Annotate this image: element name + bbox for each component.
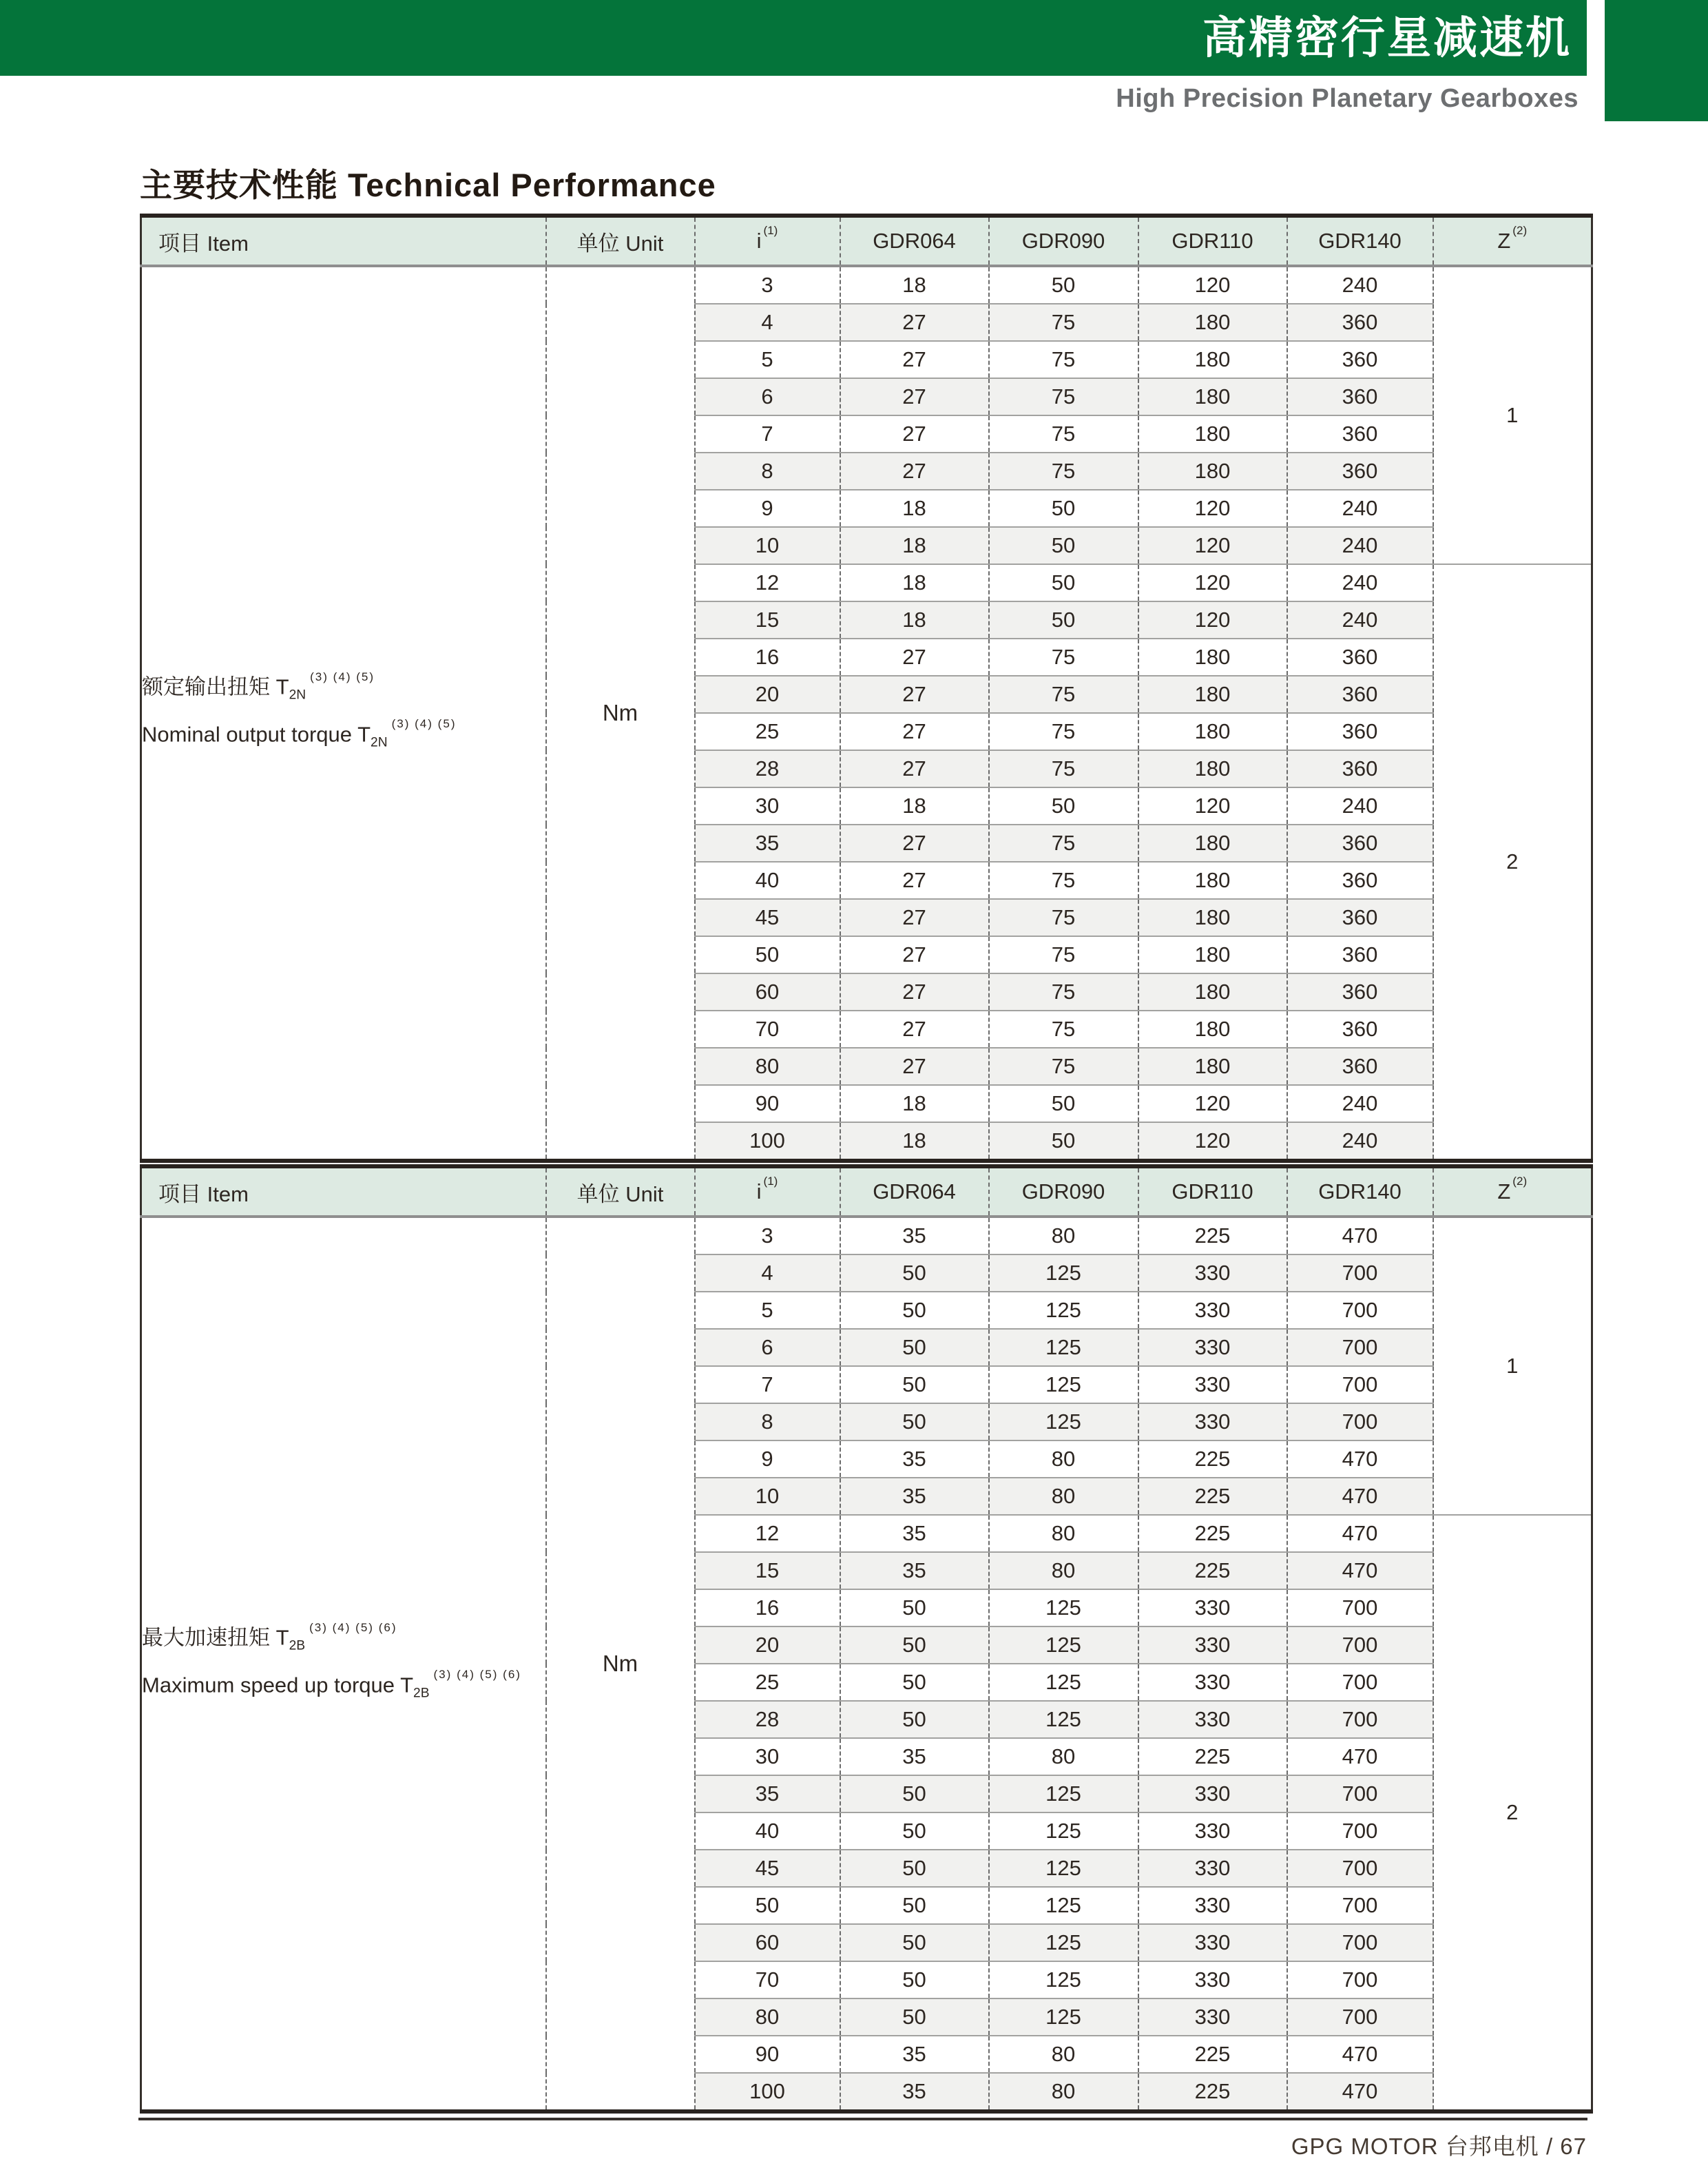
value-cell: 330 xyxy=(1138,1701,1287,1738)
value-cell: 330 xyxy=(1138,1812,1287,1850)
value-cell: 80 xyxy=(989,1552,1138,1589)
value-cell: 27 xyxy=(840,750,989,787)
value-cell: 180 xyxy=(1138,639,1287,676)
value-cell: 700 xyxy=(1287,1887,1433,1924)
value-cell: 180 xyxy=(1138,1048,1287,1085)
nominal-output-torque-table xyxy=(140,214,1593,1163)
value-cell: 18 xyxy=(840,266,989,304)
value-cell: 240 xyxy=(1287,1085,1433,1122)
value-cell: 35 xyxy=(840,1552,989,1589)
value-cell: 700 xyxy=(1287,1292,1433,1329)
value-cell: 180 xyxy=(1138,378,1287,415)
value-cell: 360 xyxy=(1287,750,1433,787)
ratio-cell: 12 xyxy=(695,1515,840,1552)
value-cell: 330 xyxy=(1138,1775,1287,1812)
value-cell: 75 xyxy=(989,676,1138,713)
ratio-cell: 30 xyxy=(695,1738,840,1775)
page-title: 高精密行星减速机 xyxy=(1202,13,1572,63)
value-cell: 35 xyxy=(840,1515,989,1552)
ratio-cell: 100 xyxy=(695,2073,840,2111)
value-cell: 240 xyxy=(1287,527,1433,564)
col-header-z: Z $^{(2)}$ xyxy=(1433,1166,1592,1217)
value-cell: 470 xyxy=(1287,1738,1433,1775)
ratio-cell: 28 xyxy=(695,750,840,787)
value-cell: 700 xyxy=(1287,1329,1433,1366)
value-cell: 240 xyxy=(1287,266,1433,304)
value-cell: 330 xyxy=(1138,1626,1287,1664)
value-cell: 360 xyxy=(1287,378,1433,415)
ratio-cell: 10 xyxy=(695,1478,840,1515)
ratio-cell: 9 xyxy=(695,1440,840,1478)
value-cell: 360 xyxy=(1287,304,1433,341)
value-cell: 360 xyxy=(1287,862,1433,899)
value-cell: 18 xyxy=(840,787,989,825)
value-cell: 75 xyxy=(989,713,1138,750)
value-cell: 700 xyxy=(1287,1366,1433,1403)
value-cell: 50 xyxy=(989,266,1138,304)
item-label-line: 额定输出扭矩 $T_{2N}^{(3) (4) (5)}$ xyxy=(142,670,375,703)
value-cell: 27 xyxy=(840,453,989,490)
value-cell: 700 xyxy=(1287,1924,1433,1961)
value-cell: 80 xyxy=(989,2036,1138,2073)
value-cell: 330 xyxy=(1138,1292,1287,1329)
value-cell: 50 xyxy=(840,1998,989,2036)
value-cell: 240 xyxy=(1287,490,1433,527)
ratio-cell: 60 xyxy=(695,1924,840,1961)
value-cell: 700 xyxy=(1287,1701,1433,1738)
value-cell: 700 xyxy=(1287,1403,1433,1440)
value-cell: 240 xyxy=(1287,787,1433,825)
ratio-cell: 25 xyxy=(695,713,840,750)
col-header-gdr110: GDR110 xyxy=(1138,1166,1287,1217)
unit-cell: Nm xyxy=(546,1217,695,2111)
value-cell: 50 xyxy=(840,1366,989,1403)
ratio-cell: 7 xyxy=(695,415,840,453)
ratio-cell: 40 xyxy=(695,862,840,899)
ratio-cell: 5 xyxy=(695,1292,840,1329)
value-cell: 50 xyxy=(989,1085,1138,1122)
value-cell: 27 xyxy=(840,378,989,415)
value-cell: 80 xyxy=(989,1515,1138,1552)
col-header-item: 项目 Item xyxy=(141,216,546,266)
value-cell: 470 xyxy=(1287,1515,1433,1552)
value-cell: 75 xyxy=(989,304,1138,341)
col-header-gdr090: GDR090 xyxy=(989,216,1138,266)
value-cell: 50 xyxy=(840,1850,989,1887)
ratio-cell: 20 xyxy=(695,676,840,713)
value-cell: 125 xyxy=(989,1775,1138,1812)
unit-cell: Nm xyxy=(546,266,695,1161)
value-cell: 27 xyxy=(840,973,989,1011)
ratio-cell: 8 xyxy=(695,453,840,490)
value-cell: 240 xyxy=(1287,601,1433,639)
value-cell: 225 xyxy=(1138,2036,1287,2073)
value-cell: 18 xyxy=(840,1122,989,1161)
value-cell: 330 xyxy=(1138,1664,1287,1701)
value-cell: 125 xyxy=(989,1403,1138,1440)
ratio-cell: 70 xyxy=(695,1011,840,1048)
value-cell: 50 xyxy=(989,1122,1138,1161)
value-cell: 50 xyxy=(840,1664,989,1701)
ratio-cell: 16 xyxy=(695,1589,840,1626)
ratio-cell: 8 xyxy=(695,1403,840,1440)
col-header-unit: 单位 Unit xyxy=(546,1166,695,1217)
value-cell: 80 xyxy=(989,1440,1138,1478)
value-cell: 125 xyxy=(989,1961,1138,1998)
table-header-row xyxy=(141,1166,1592,1217)
ratio-cell: 80 xyxy=(695,1998,840,2036)
col-header-item: 项目 Item xyxy=(141,1166,546,1217)
value-cell: 700 xyxy=(1287,1626,1433,1664)
value-cell: 360 xyxy=(1287,676,1433,713)
item-label-line: Nominal output torque $T_{2N}^{(3) (4) (5)}$ xyxy=(142,717,457,750)
value-cell: 120 xyxy=(1138,490,1287,527)
value-cell: 120 xyxy=(1138,1085,1287,1122)
value-cell: 75 xyxy=(989,862,1138,899)
value-cell: 35 xyxy=(840,2036,989,2073)
value-cell: 700 xyxy=(1287,1775,1433,1812)
z-span-cell: 1 xyxy=(1433,266,1592,564)
value-cell: 330 xyxy=(1138,1887,1287,1924)
value-cell: 125 xyxy=(989,1812,1138,1850)
z-span-cell: 2 xyxy=(1433,564,1592,1161)
value-cell: 50 xyxy=(840,1292,989,1329)
value-cell: 18 xyxy=(840,564,989,601)
value-cell: 360 xyxy=(1287,639,1433,676)
value-cell: 27 xyxy=(840,415,989,453)
value-cell: 50 xyxy=(840,1403,989,1440)
value-cell: 80 xyxy=(989,2073,1138,2111)
header-green-tab xyxy=(1605,0,1708,121)
value-cell: 225 xyxy=(1138,1478,1287,1515)
value-cell: 125 xyxy=(989,1850,1138,1887)
value-cell: 470 xyxy=(1287,1552,1433,1589)
value-cell: 360 xyxy=(1287,713,1433,750)
ratio-cell: 35 xyxy=(695,1775,840,1812)
item-cell xyxy=(141,266,546,1161)
value-cell: 225 xyxy=(1138,1738,1287,1775)
value-cell: 27 xyxy=(840,304,989,341)
value-cell: 470 xyxy=(1287,2073,1433,2111)
z-span-cell: 2 xyxy=(1433,1515,1592,2111)
value-cell: 120 xyxy=(1138,527,1287,564)
ratio-cell: 16 xyxy=(695,639,840,676)
ratio-cell: 20 xyxy=(695,1626,840,1664)
ratio-cell: 28 xyxy=(695,1701,840,1738)
value-cell: 330 xyxy=(1138,1589,1287,1626)
ratio-cell: 80 xyxy=(695,1048,840,1085)
value-cell: 330 xyxy=(1138,1961,1287,1998)
value-cell: 240 xyxy=(1287,1122,1433,1161)
ratio-cell: 9 xyxy=(695,490,840,527)
ratio-cell: 90 xyxy=(695,2036,840,2073)
ratio-cell: 25 xyxy=(695,1664,840,1701)
value-cell: 700 xyxy=(1287,1998,1433,2036)
ratio-cell: 50 xyxy=(695,936,840,973)
value-cell: 240 xyxy=(1287,564,1433,601)
value-cell: 75 xyxy=(989,825,1138,862)
ratio-cell: 4 xyxy=(695,304,840,341)
value-cell: 125 xyxy=(989,1701,1138,1738)
value-cell: 125 xyxy=(989,1626,1138,1664)
value-cell: 360 xyxy=(1287,973,1433,1011)
value-cell: 360 xyxy=(1287,936,1433,973)
value-cell: 700 xyxy=(1287,1961,1433,1998)
value-cell: 50 xyxy=(989,564,1138,601)
col-header-gdr140: GDR140 xyxy=(1287,216,1433,266)
value-cell: 360 xyxy=(1287,825,1433,862)
value-cell: 18 xyxy=(840,1085,989,1122)
value-cell: 27 xyxy=(840,899,989,936)
ratio-cell: 60 xyxy=(695,973,840,1011)
value-cell: 50 xyxy=(840,1329,989,1366)
col-header-gdr090: GDR090 xyxy=(989,1166,1138,1217)
table-row xyxy=(141,1217,1592,1254)
value-cell: 125 xyxy=(989,1998,1138,2036)
value-cell: 35 xyxy=(840,1738,989,1775)
value-cell: 75 xyxy=(989,1048,1138,1085)
value-cell: 27 xyxy=(840,936,989,973)
value-cell: 18 xyxy=(840,527,989,564)
value-cell: 50 xyxy=(840,1961,989,1998)
value-cell: 120 xyxy=(1138,787,1287,825)
value-cell: 360 xyxy=(1287,453,1433,490)
value-cell: 27 xyxy=(840,1011,989,1048)
col-header-gdr064: GDR064 xyxy=(840,216,989,266)
value-cell: 50 xyxy=(840,1812,989,1850)
value-cell: 470 xyxy=(1287,2036,1433,2073)
value-cell: 120 xyxy=(1138,266,1287,304)
ratio-cell: 4 xyxy=(695,1254,840,1292)
value-cell: 470 xyxy=(1287,1440,1433,1478)
ratio-cell: 70 xyxy=(695,1961,840,1998)
ratio-cell: 15 xyxy=(695,601,840,639)
value-cell: 225 xyxy=(1138,2073,1287,2111)
value-cell: 125 xyxy=(989,1664,1138,1701)
ratio-cell: 3 xyxy=(695,1217,840,1254)
value-cell: 330 xyxy=(1138,1850,1287,1887)
footer-rule xyxy=(138,2118,1587,2120)
value-cell: 35 xyxy=(840,1440,989,1478)
value-cell: 125 xyxy=(989,1254,1138,1292)
value-cell: 360 xyxy=(1287,1048,1433,1085)
value-cell: 700 xyxy=(1287,1589,1433,1626)
value-cell: 80 xyxy=(989,1217,1138,1254)
header-green-bar xyxy=(0,0,1587,76)
col-header-gdr110: GDR110 xyxy=(1138,216,1287,266)
value-cell: 330 xyxy=(1138,1403,1287,1440)
ratio-cell: 15 xyxy=(695,1552,840,1589)
value-cell: 180 xyxy=(1138,453,1287,490)
value-cell: 50 xyxy=(840,1626,989,1664)
value-cell: 360 xyxy=(1287,1011,1433,1048)
value-cell: 180 xyxy=(1138,713,1287,750)
value-cell: 35 xyxy=(840,1217,989,1254)
value-cell: 700 xyxy=(1287,1850,1433,1887)
footer-brand-page-number: GPG MOTOR 台邦电机 / 67 xyxy=(1291,2134,1587,2159)
value-cell: 75 xyxy=(989,1011,1138,1048)
page-subtitle: High Precision Planetary Gearboxes xyxy=(1116,84,1579,113)
value-cell: 18 xyxy=(840,490,989,527)
value-cell: 470 xyxy=(1287,1478,1433,1515)
col-header-unit: 单位 Unit xyxy=(546,216,695,266)
value-cell: 35 xyxy=(840,1478,989,1515)
ratio-cell: 45 xyxy=(695,1850,840,1887)
value-cell: 125 xyxy=(989,1366,1138,1403)
value-cell: 80 xyxy=(989,1738,1138,1775)
value-cell: 225 xyxy=(1138,1515,1287,1552)
value-cell: 180 xyxy=(1138,825,1287,862)
ratio-cell: 35 xyxy=(695,825,840,862)
value-cell: 75 xyxy=(989,899,1138,936)
value-cell: 50 xyxy=(989,787,1138,825)
value-cell: 27 xyxy=(840,639,989,676)
value-cell: 27 xyxy=(840,1048,989,1085)
ratio-cell: 12 xyxy=(695,564,840,601)
value-cell: 360 xyxy=(1287,899,1433,936)
value-cell: 180 xyxy=(1138,415,1287,453)
value-cell: 180 xyxy=(1138,899,1287,936)
value-cell: 120 xyxy=(1138,1122,1287,1161)
value-cell: 180 xyxy=(1138,341,1287,378)
value-cell: 700 xyxy=(1287,1664,1433,1701)
value-cell: 180 xyxy=(1138,936,1287,973)
value-cell: 225 xyxy=(1138,1552,1287,1589)
ratio-cell: 30 xyxy=(695,787,840,825)
value-cell: 27 xyxy=(840,713,989,750)
value-cell: 700 xyxy=(1287,1812,1433,1850)
value-cell: 50 xyxy=(840,1887,989,1924)
value-cell: 50 xyxy=(989,601,1138,639)
ratio-cell: 100 xyxy=(695,1122,840,1161)
ratio-cell: 6 xyxy=(695,1329,840,1366)
value-cell: 330 xyxy=(1138,1998,1287,2036)
value-cell: 75 xyxy=(989,936,1138,973)
value-cell: 180 xyxy=(1138,676,1287,713)
value-cell: 50 xyxy=(989,490,1138,527)
value-cell: 35 xyxy=(840,2073,989,2111)
value-cell: 50 xyxy=(840,1589,989,1626)
ratio-cell: 5 xyxy=(695,341,840,378)
value-cell: 180 xyxy=(1138,750,1287,787)
value-cell: 120 xyxy=(1138,564,1287,601)
col-header-z: Z $^{(2)}$ xyxy=(1433,216,1592,266)
value-cell: 360 xyxy=(1287,415,1433,453)
value-cell: 27 xyxy=(840,676,989,713)
section-title: 主要技术性能 Technical Performance xyxy=(140,167,716,203)
value-cell: 330 xyxy=(1138,1366,1287,1403)
value-cell: 225 xyxy=(1138,1217,1287,1254)
value-cell: 125 xyxy=(989,1887,1138,1924)
value-cell: 18 xyxy=(840,601,989,639)
value-cell: 27 xyxy=(840,862,989,899)
value-cell: 125 xyxy=(989,1589,1138,1626)
ratio-cell: 7 xyxy=(695,1366,840,1403)
value-cell: 180 xyxy=(1138,973,1287,1011)
maximum-speed-up-torque-table xyxy=(140,1164,1593,2114)
item-label-line: Maximum speed up torque $T_{2B}^{(3) (4) (5) (6)}$ xyxy=(142,1668,521,1701)
value-cell: 180 xyxy=(1138,862,1287,899)
table-header-row xyxy=(141,216,1592,266)
value-cell: 27 xyxy=(840,825,989,862)
item-cell xyxy=(141,1217,546,2111)
ratio-cell: 3 xyxy=(695,266,840,304)
value-cell: 75 xyxy=(989,453,1138,490)
value-cell: 330 xyxy=(1138,1329,1287,1366)
ratio-cell: 50 xyxy=(695,1887,840,1924)
value-cell: 50 xyxy=(840,1775,989,1812)
value-cell: 27 xyxy=(840,341,989,378)
value-cell: 180 xyxy=(1138,1011,1287,1048)
col-header-ratio: i $^{(1)}$ xyxy=(695,216,840,266)
value-cell: 125 xyxy=(989,1329,1138,1366)
value-cell: 75 xyxy=(989,341,1138,378)
value-cell: 75 xyxy=(989,415,1138,453)
ratio-cell: 10 xyxy=(695,527,840,564)
col-header-gdr064: GDR064 xyxy=(840,1166,989,1217)
value-cell: 80 xyxy=(989,1478,1138,1515)
value-cell: 470 xyxy=(1287,1217,1433,1254)
value-cell: 75 xyxy=(989,750,1138,787)
item-label-line: 最大加速扭矩 $T_{2B}^{(3) (4) (5) (6)}$ xyxy=(142,1620,397,1653)
value-cell: 700 xyxy=(1287,1254,1433,1292)
value-cell: 120 xyxy=(1138,601,1287,639)
ratio-cell: 40 xyxy=(695,1812,840,1850)
value-cell: 330 xyxy=(1138,1924,1287,1961)
col-header-ratio: i $^{(1)}$ xyxy=(695,1166,840,1217)
value-cell: 75 xyxy=(989,378,1138,415)
table-row xyxy=(141,266,1592,304)
value-cell: 50 xyxy=(840,1701,989,1738)
value-cell: 225 xyxy=(1138,1440,1287,1478)
value-cell: 50 xyxy=(840,1924,989,1961)
ratio-cell: 6 xyxy=(695,378,840,415)
value-cell: 330 xyxy=(1138,1254,1287,1292)
col-header-gdr140: GDR140 xyxy=(1287,1166,1433,1217)
value-cell: 75 xyxy=(989,639,1138,676)
value-cell: 50 xyxy=(840,1254,989,1292)
value-cell: 125 xyxy=(989,1292,1138,1329)
value-cell: 360 xyxy=(1287,341,1433,378)
value-cell: 75 xyxy=(989,973,1138,1011)
value-cell: 50 xyxy=(989,527,1138,564)
z-span-cell: 1 xyxy=(1433,1217,1592,1515)
value-cell: 125 xyxy=(989,1924,1138,1961)
value-cell: 180 xyxy=(1138,304,1287,341)
ratio-cell: 45 xyxy=(695,899,840,936)
ratio-cell: 90 xyxy=(695,1085,840,1122)
